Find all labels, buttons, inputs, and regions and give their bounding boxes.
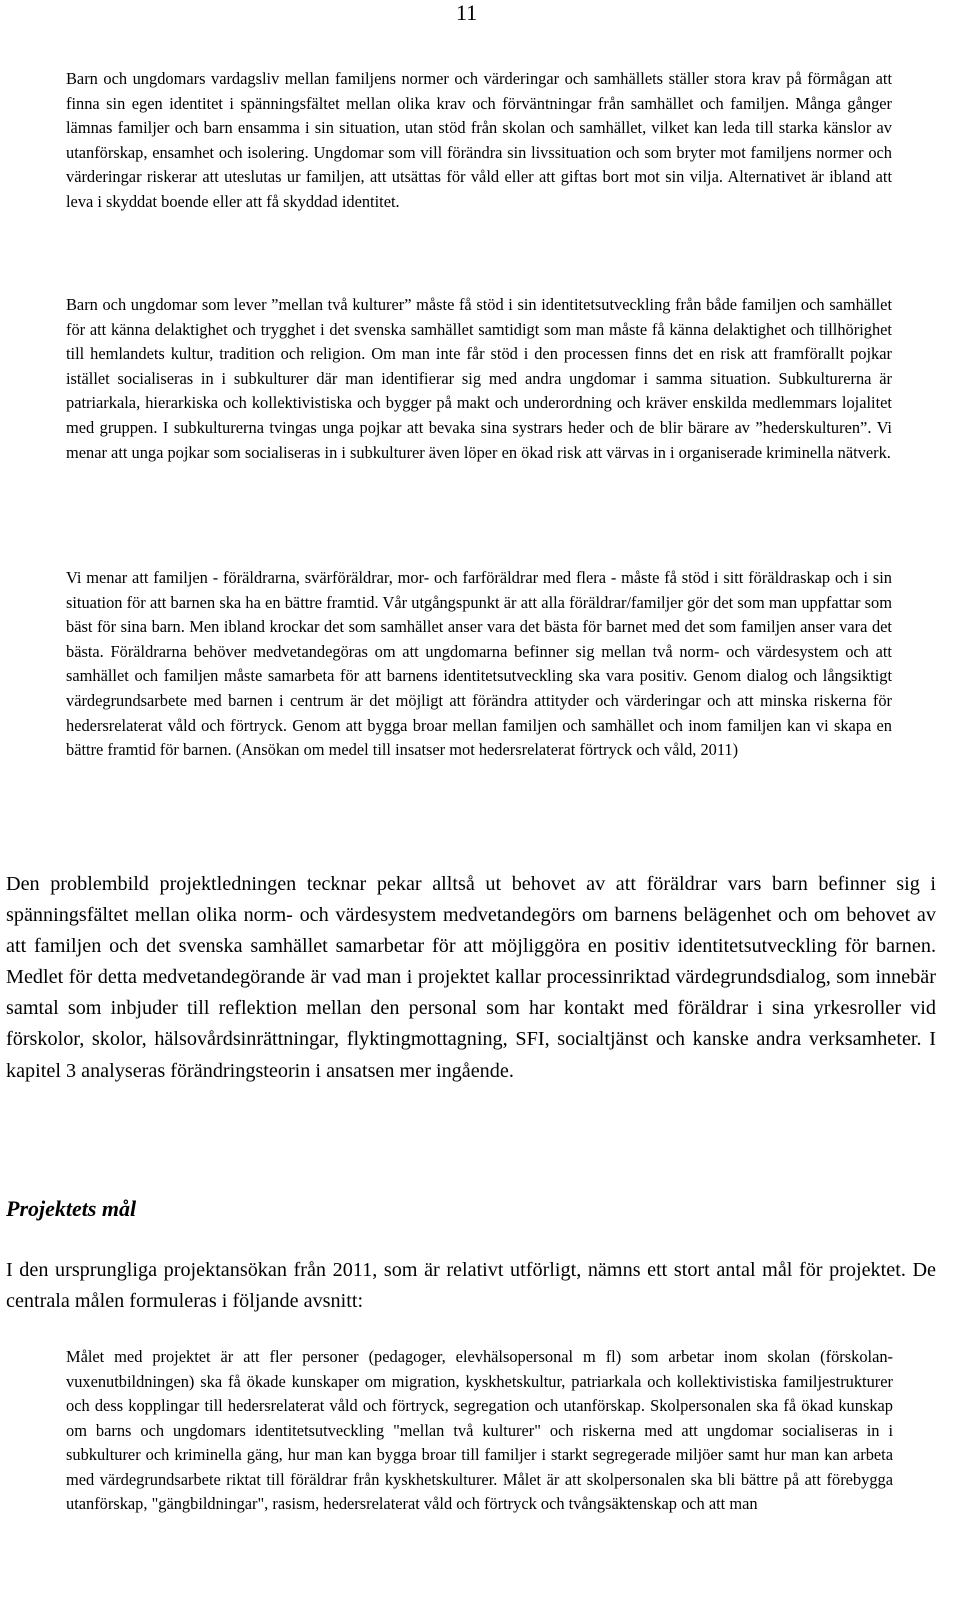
quote-paragraph-3: Vi menar att familjen - föräldrarna, svärföräldrar, mor- och farföräldrar med flera - måste få stöd i sitt föräldraskap och i sin situation för att barnen ska ha en bättre framtid. Vår utgångspunkt är att alla föräldrar/familjer gör det som man uppfattar som bäst för sina barn. Men ibland krockar det som samhället anser vara det bästa för barnet med det som familjen anser vara det bästa. Föräldrarna behöver medvetandegöras om att ungdomarna befinner sig mellan två norm- och värdesystem och att samhället och familjen måste samarbeta för att barnens identitetsutveckling ska vara positiv. Genom dialog och långsiktigt värdegrundsarbete med barnen i centrum är det möjligt att förändra attityder och värderingar och att minska riskerna för hedersrelaterat våld och förtryck. Genom att bygga broar mellan familjen och samhället och inom familjen kan vi skapa en bättre framtid för barnen. (Ansökan om medel till insatser mot hedersrelaterat förtryck och våld, 2011) [66,568,892,760]
goal-quote: Målet med projektet är att fler personer (pedagoger, elevhälsopersonal m fl) som arbetar inom skolan (förskolan-vuxenutbildningen) ska få ökade kunskaper om migration, kyskhetskultur, patriarkala och kollektivistiska familjestrukturer och dess kopplingar till hedersrelaterat våld och förtryck, segregation och utanförskap. Skolpersonalen ska få ökad kunskap om barns och ungdomars identitetsutveckling "mellan två kulturer" och riskerna med att ungdomar socialiseras in i subkulturer och kriminella gäng, hur man kan bygga broar till familjer i starkt segregerade miljöer samt hur man kan arbeta med värdegrundsarbete riktat till föräldrar från kyskhetskulturer. Målet är att skolpersonalen ska bli bättre på att förebygga utanförskap, "gängbildningar", rasism, hedersrelaterat våld och förtryck och tvångsäktenskap och att man [66,1347,893,1513]
section-heading: Projektets mål [6,1196,137,1221]
body-paragraph-2: I den ursprungliga projektansökan från 2011, som är relativt utförligt, nämns ett stort antal mål för projektet. De centrala målen formuleras i följande avsnitt: [6,1259,936,1313]
quote-paragraph-1: Barn och ungdomars vardagsliv mellan familjens normer och värderingar och samhällets ställer stora krav på förmågan att finna sin egen identitet i spänningsfältet mellan olika krav och förväntningar från samhället och familjen. Många gånger lämnas familjer och barn ensamma i sin situation, utan stöd från skolan och samhället, vilket kan leda till starka känslor av utanförskap, ensamhet och isolering. Ungdomar som vill förändra sin livssituation och som bryter mot familjens normer och värderingar riskerar att uteslutas ur familjen, att utsättas för våld eller att giftas bort mot sin vilja. Alternativet är ibland att leva i skyddat boende eller att få skyddad identitet. [66,69,892,211]
quote-paragraph-2: Barn och ungdomar som lever ”mellan två kulturer” måste få stöd i sin identitetsutveckling från både familjen och samhället för att känna delaktighet och trygghet i det svenska samhället samtidigt som man måste få känna delaktighet och tillhörighet till hemlandets kultur, tradition och religion. Om man inte får stöd i den processen finns det en risk att framförallt pojkar istället socialiseras in i subkulturer där man identifierar sig med andra ungdomar i samma situation. Subkulturerna är patriarkala, hierarkiska och kollektivistiska och bygger på makt och underordning och kräver enskilda medlemmars lojalitet med gruppen. I subkulturerna tvingas unga pojkar att bevaka sina systrars heder och de blir bärare av ”hederskulturen”. Vi menar att unga pojkar som socialiseras in i subkulturer även löper en ökad risk att värvas in i organiserade kriminella nätverk. [66,295,892,462]
body-paragraph-1: Den problembild projektledningen tecknar pekar alltså ut behovet av att föräldrar vars barn befinner sig i spänningsfältet mellan olika norm- och värdesystem medvetandegörs om barnens belägenhet och om behovet av att familjen och det svenska samhället samarbetar för att möjliggöra en positiv identitetsutveckling för barnen. Medlet för detta medvetandegörande är vad man i projektet kallar processinriktad värdegrundsdialog, som innebär samtal som inbjuder till reflektion mellan den personal som har kontakt med föräldrar i sina yrkesroller vid förskolor, skolor, hälsovårdsinrättningar, flyktingmottagning, SFI, socialtjänst och kanske andra verksamheter. I kapitel 3 analyseras förändringsteorin i ansatsen mer ingående. [6,873,936,1082]
page-number: 11 [456,0,478,25]
